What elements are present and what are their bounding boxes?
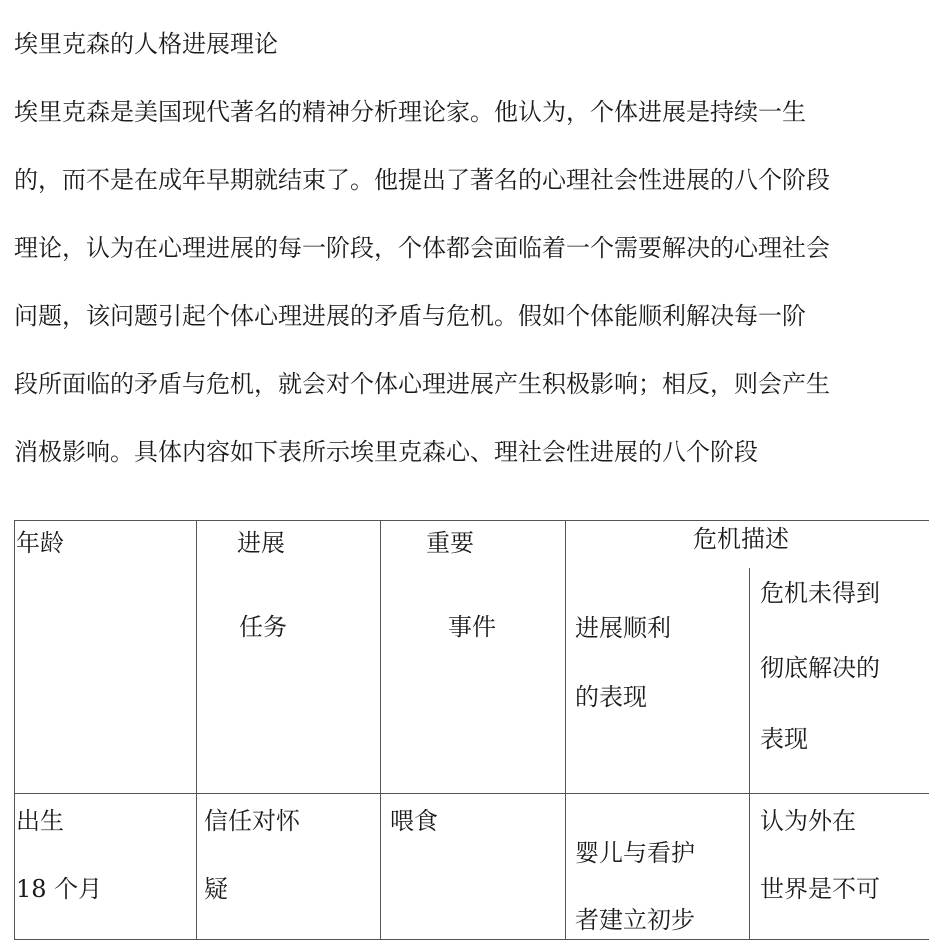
header-success: 的表现 bbox=[575, 683, 647, 711]
row1-age: 出生 bbox=[16, 807, 64, 835]
header-task: 任务 bbox=[239, 613, 287, 641]
stages-table bbox=[14, 520, 929, 950]
row1-success: 者建立初步 bbox=[575, 906, 695, 934]
header-failure: 彻底解决的 bbox=[760, 654, 880, 682]
header-failure: 危机未得到 bbox=[760, 579, 880, 607]
row1-success: 婴儿与看护 bbox=[575, 839, 695, 867]
header-event: 事件 bbox=[448, 613, 496, 641]
header-age: 年龄 bbox=[16, 529, 64, 557]
column-divider bbox=[565, 520, 566, 940]
row1-age: 18 个月 bbox=[16, 875, 103, 903]
column-divider bbox=[380, 520, 381, 940]
table-left-border bbox=[14, 520, 15, 940]
document-title: 埃里克森的人格进展理论 bbox=[14, 30, 278, 58]
table-top-border bbox=[14, 520, 929, 521]
header-failure: 表现 bbox=[760, 725, 808, 753]
paragraph-line: 问题，该问题引起个体心理进展的矛盾与危机。假如个体能顺利解决每一阶 bbox=[14, 302, 806, 330]
paragraph-line: 段所面临的矛盾与危机，就会对个体心理进展产生积极影响；相反，则会产生 bbox=[14, 370, 830, 398]
header-task: 进展 bbox=[237, 529, 285, 557]
row1-task: 疑 bbox=[204, 875, 228, 903]
table-row-divider bbox=[14, 793, 929, 794]
row1-event: 喂食 bbox=[390, 807, 438, 835]
header-success: 进展顺利 bbox=[575, 614, 671, 642]
header-crisis: 危机描述 bbox=[693, 525, 789, 553]
row1-task: 信任对怀 bbox=[204, 807, 300, 835]
row1-failure: 认为外在 bbox=[760, 807, 856, 835]
paragraph-line: 消极影响。具体内容如下表所示埃里克森心、理社会性进展的八个阶段 bbox=[14, 438, 758, 466]
table-bottom-border bbox=[14, 939, 929, 940]
row1-failure: 世界是不可 bbox=[760, 875, 880, 903]
header-event: 重要 bbox=[426, 529, 474, 557]
subcolumn-divider bbox=[749, 568, 750, 940]
paragraph-line: 埃里克森是美国现代著名的精神分析理论家。他认为，个体进展是持续一生 bbox=[14, 98, 806, 126]
column-divider bbox=[196, 520, 197, 940]
paragraph-line: 的，而不是在成年早期就结束了。他提出了著名的心理社会性进展的八个阶段 bbox=[14, 166, 830, 194]
intro-paragraph bbox=[14, 90, 934, 498]
paragraph-line: 理论，认为在心理进展的每一阶段，个体都会面临着一个需要解决的心理社会 bbox=[14, 234, 830, 262]
